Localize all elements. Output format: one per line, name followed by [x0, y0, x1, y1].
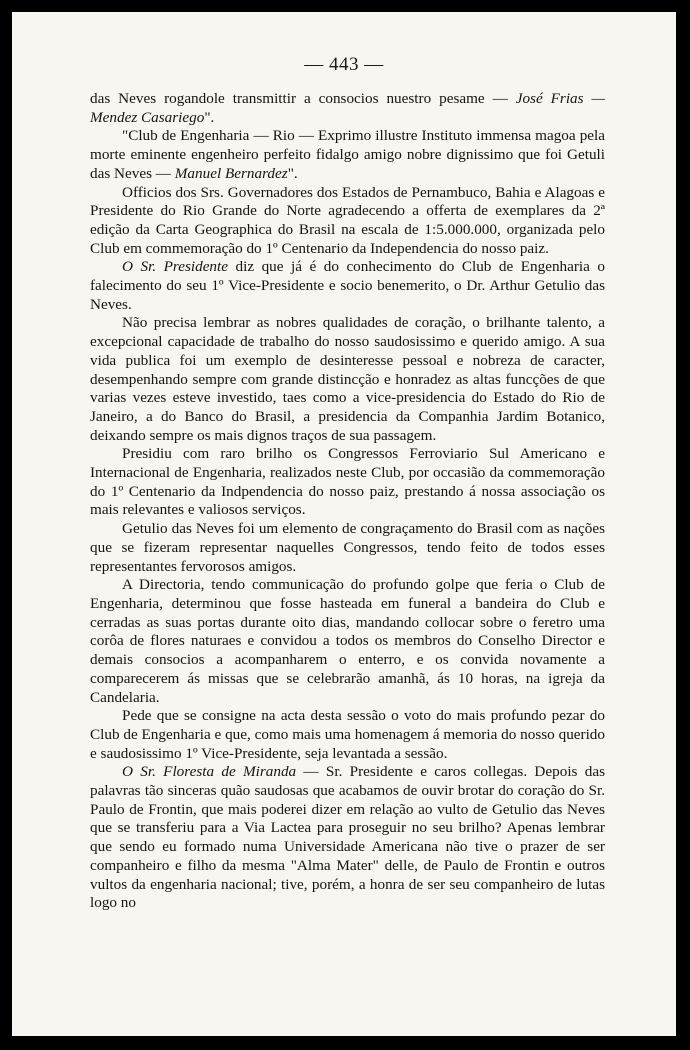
paragraph-congracamento: [90, 520, 605, 576]
text-segment: — Sr. Presidente e caros collegas. Depois das palavras tão sinceras quão saudosas que acabamos de ouvir brotar do coração do Sr. Paulo de Frontin, que mais poderei dizer em relação ao vulto de Getulio das Neves que se transferiu para a Via Lactea para proseguir no seu brilho? Apenas lembrar que sendo eu formado numa Universidade Americana não tive o prazer de ser companheiro e filho da mesma "Alma Mater" delle, de Paulo de Frontin e outros vultos da engenharia nacional; tive, porém, a honra de ser seu companheiro de lutas logo no: [90, 763, 605, 912]
paragraph-telegram-club: [90, 127, 605, 183]
text-segment: Officios dos Srs. Governadores dos Estados de Pernambuco, Bahia e Alagoas e Presidente do Rio Grande do Norte agradecendo a offerta de exemplares da 2ª edição da Carta Geographica do Brasil na escala de 1:5.000.000, organizada pelo Club em commemoração do 1º Centenario da Independencia do nosso paiz.: [90, 183, 605, 257]
text-segment: diz que já é do conhecimento do Club de Engenharia o falecimento do seu 1º Vice-Presidente e socio benemerito, o Dr. Arthur Getulio das Neves.: [90, 258, 605, 313]
text-segment: Getulio das Neves foi um elemento de congraçamento do Brasil com as nações que se fizeram representar naquelles Congressos, tendo feito de todos esses representantes fervorosos amigos.: [90, 520, 605, 575]
paragraph-condolence-neves: [90, 90, 605, 127]
paragraph-presidente-falecimento: [90, 258, 605, 314]
text-segment: "Club de Engenharia — Rio — Exprimo illustre Instituto immensa magoa pela morte eminente engenheiro perfeito fidalgo amigo nobre dignissimo que foi Getuli das Neves —: [90, 127, 605, 182]
text-segment: ".: [287, 164, 298, 182]
italic-segment: O Sr. Floresta de Miranda: [122, 763, 297, 781]
scanned-page: [12, 12, 676, 1036]
italic-segment: O Sr. Presidente: [122, 258, 228, 276]
page-number: — 443 —: [304, 54, 384, 75]
paragraph-voto-pezar: [90, 707, 605, 763]
body-text: [90, 90, 605, 913]
text-segment: das Neves rogandole transmittir a consocios nuestro pesame —: [90, 90, 516, 107]
italic-segment: José Frias — Mendez Casariego: [90, 90, 605, 126]
paragraph-nobres-qualidades: [90, 314, 605, 445]
text-segment: ".: [204, 108, 215, 126]
paragraph-congressos: [90, 445, 605, 520]
paragraph-directoria: [90, 576, 605, 707]
paragraph-officios-governadores: [90, 184, 605, 259]
text-segment: Pede que se consigne na acta desta sessão o voto do mais profundo pezar do Club de Engenharia e que, como mais uma homenagem á memoria do nosso querido e saudosissimo 1º Vice-Presidente, seja levantada a sessão.: [90, 707, 605, 762]
text-segment: Presidiu com raro brilho os Congressos Ferroviario Sul Americano e Internacional de Engenharia, realizados neste Club, por occasião da commemoração do 1º Centenario da Indpendencia do nosso paiz, prestando á nossa associação os mais relevantes e valiosos serviços.: [90, 445, 605, 519]
paragraph-floresta-de-miranda: [90, 763, 605, 913]
italic-segment: Manuel Bernardez: [174, 164, 288, 182]
text-segment: Não precisa lembrar as nobres qualidades de coração, o brilhante talento, a excepcional capacidade de trabalho do nosso saudosissimo e querido amigo. A sua vida publica foi um exemplo de desinteresse pessoal e nobreza de caracter, desempenhando sempre com grande distincção e honradez as altas funcções de que varias vezes esteve investido, taes como a vice-presidencia do Estado do Rio de Janeiro, a do Banco do Brasil, a presidencia da Companhia Jardim Botanico, deixando sempre os mais dignos traços de sua passagem.: [90, 314, 605, 444]
text-segment: A Directoria, tendo communicação do profundo golpe que feria o Club de Engenharia, determinou que fosse hasteada em funeral a bandeira do Club e cerradas as suas portas durante oito dias, mandando collocar sobre o feretro uma corôa de flores naturaes e convidou a todos os membros do Conselho Director e demais consocios a acompanharem o enterro, e os convida novamente a comparecerem ás missas que se celebrarão amanhã, ás 10 horas, na igreja da Candelaria.: [90, 576, 605, 706]
